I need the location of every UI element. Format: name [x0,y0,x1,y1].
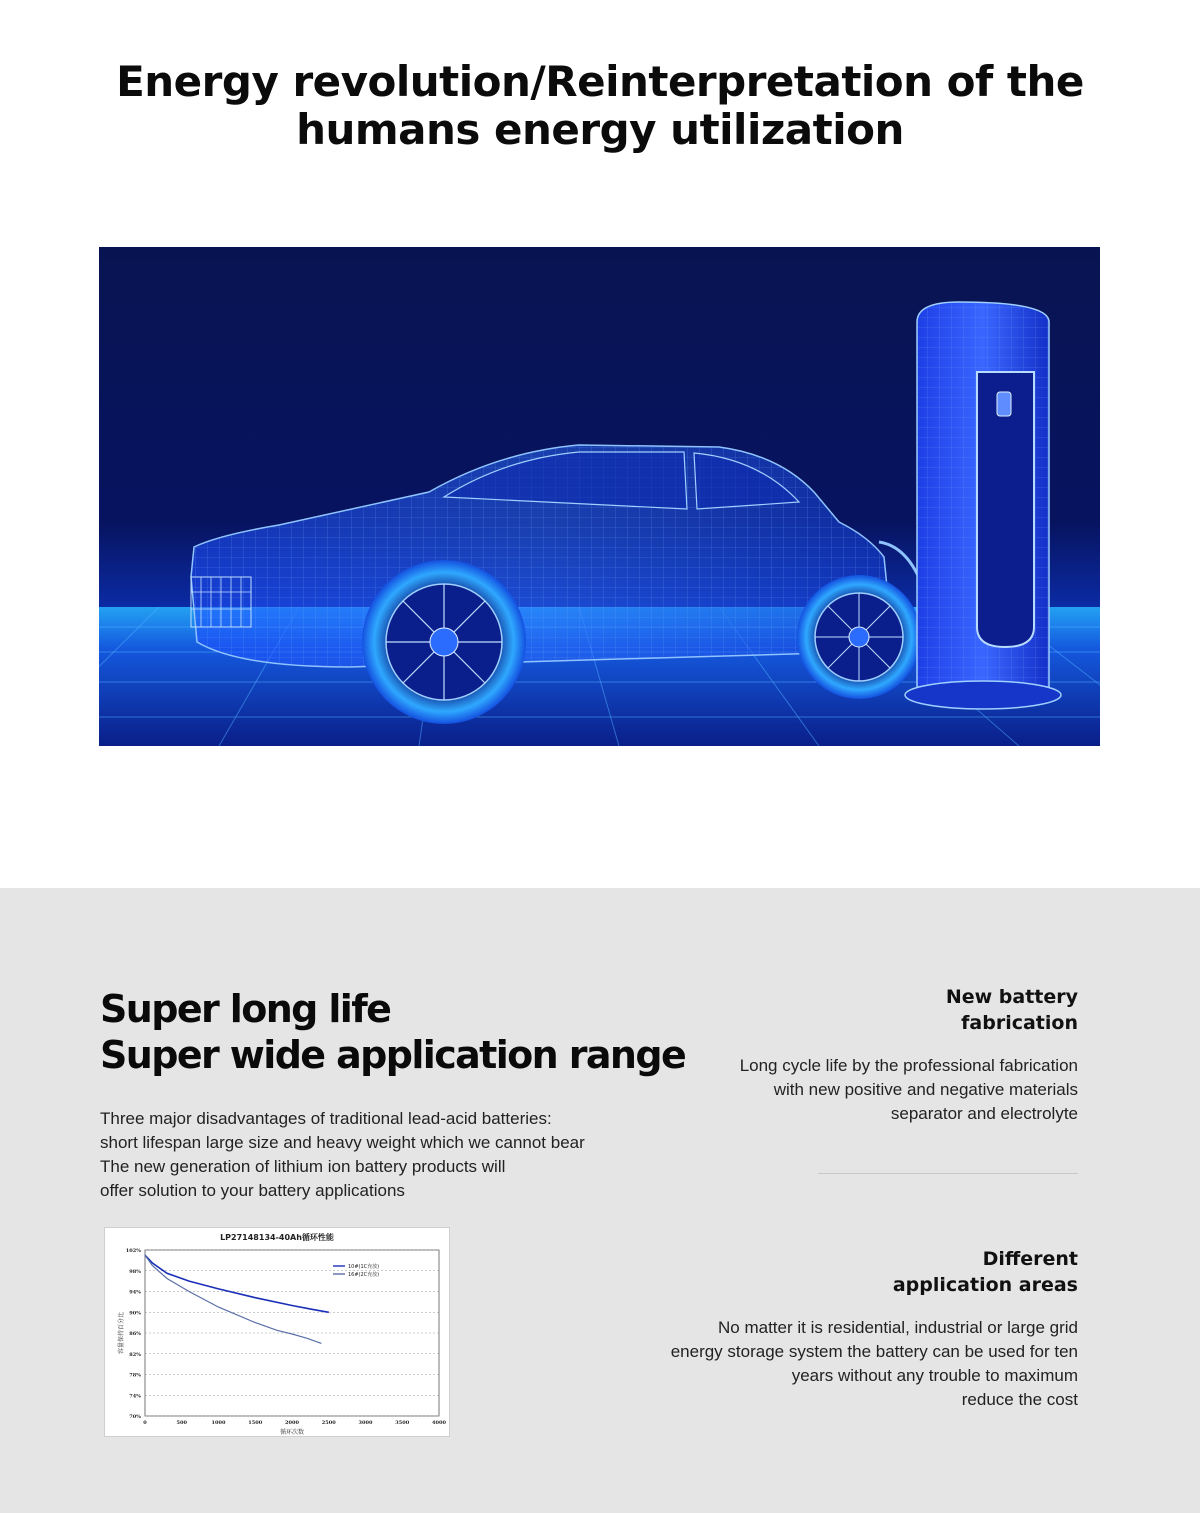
y-tick-label: 98% [129,1268,141,1275]
feature-text-line: reduce the cost [961,1390,1078,1409]
y-tick-label: 74% [129,1393,141,1400]
feature-section [0,888,1200,1513]
feature-title-line: fabrication [961,1012,1078,1034]
feature-text-line: Long cycle life by the professional fabrication [739,1056,1078,1075]
intro-line: Three major disadvantages of traditional lead-acid batteries: [100,1109,552,1128]
x-axis-label: 循环次数 [279,1429,305,1436]
feature-title [671,1246,1078,1298]
x-tick-label: 2000 [285,1420,299,1426]
x-tick-label: 4000 [432,1420,446,1426]
y-tick-label: 94% [129,1289,141,1296]
y-tick-label: 102% [125,1248,141,1254]
legend-label: 10#(1C充放) [348,1264,380,1270]
feature-new-battery-fabrication [740,984,1078,1126]
intro-line: The new generation of lithium ion battery products will [100,1157,506,1176]
x-tick-label: 1500 [248,1420,263,1426]
headline-line-2: Super wide application range [100,1033,686,1077]
car-charging-illustration [99,247,1100,746]
intro-line: offer solution to your battery applications [100,1181,405,1200]
x-tick-label: 3500 [395,1420,410,1426]
section-headline [100,986,700,1078]
feature-divider [818,1173,1078,1174]
hero-image [99,247,1100,746]
legend-label: 16#(2C充放) [348,1272,380,1278]
y-axis-label: 容量保持百分比 [118,1311,125,1355]
x-tick-label: 3000 [358,1420,373,1426]
feature-title-line: New battery [945,986,1078,1008]
feature-text-line: energy storage system the battery can be used for ten [670,1342,1078,1361]
feature-text [671,1316,1078,1412]
feature-text-line: with new positive and negative materials [773,1080,1078,1099]
x-tick-label: 1000 [211,1420,226,1426]
x-tick-label: 2500 [321,1420,336,1426]
hero-title-line-1: Energy revolution/Reinterpretation of the [116,57,1084,106]
feature-application-areas [671,1246,1078,1412]
intro-line: short lifespan large size and heavy weight which we cannot bear [100,1133,585,1152]
chart-svg [105,1228,449,1436]
y-tick-label: 86% [129,1331,141,1337]
headline-line-1: Super long life [100,987,391,1031]
y-tick-label: 78% [129,1372,141,1379]
feature-title [740,984,1078,1036]
chart-title: LP27148134-40Ah循环性能 [220,1233,334,1242]
hero-title [0,58,1200,154]
feature-text-line: separator and electrolyte [890,1104,1078,1123]
cycle-life-chart [104,1227,450,1437]
hero-title-line-2: humans energy utilization [296,105,904,154]
feature-text [740,1054,1078,1126]
y-tick-label: 90% [129,1310,141,1317]
series-line-2 [145,1255,321,1343]
intro-paragraph [100,1107,660,1203]
series-line-1 [145,1255,329,1312]
feature-text-line: years without any trouble to maximum [791,1366,1078,1385]
feature-title-line: Different [982,1248,1078,1270]
x-tick-label: 0 [143,1420,147,1426]
feature-title-line: application areas [892,1274,1078,1296]
y-tick-label: 70% [129,1414,141,1420]
x-tick-label: 500 [176,1420,187,1426]
y-tick-label: 82% [129,1351,141,1358]
feature-text-line: No matter it is residential, industrial or large grid [718,1318,1078,1337]
